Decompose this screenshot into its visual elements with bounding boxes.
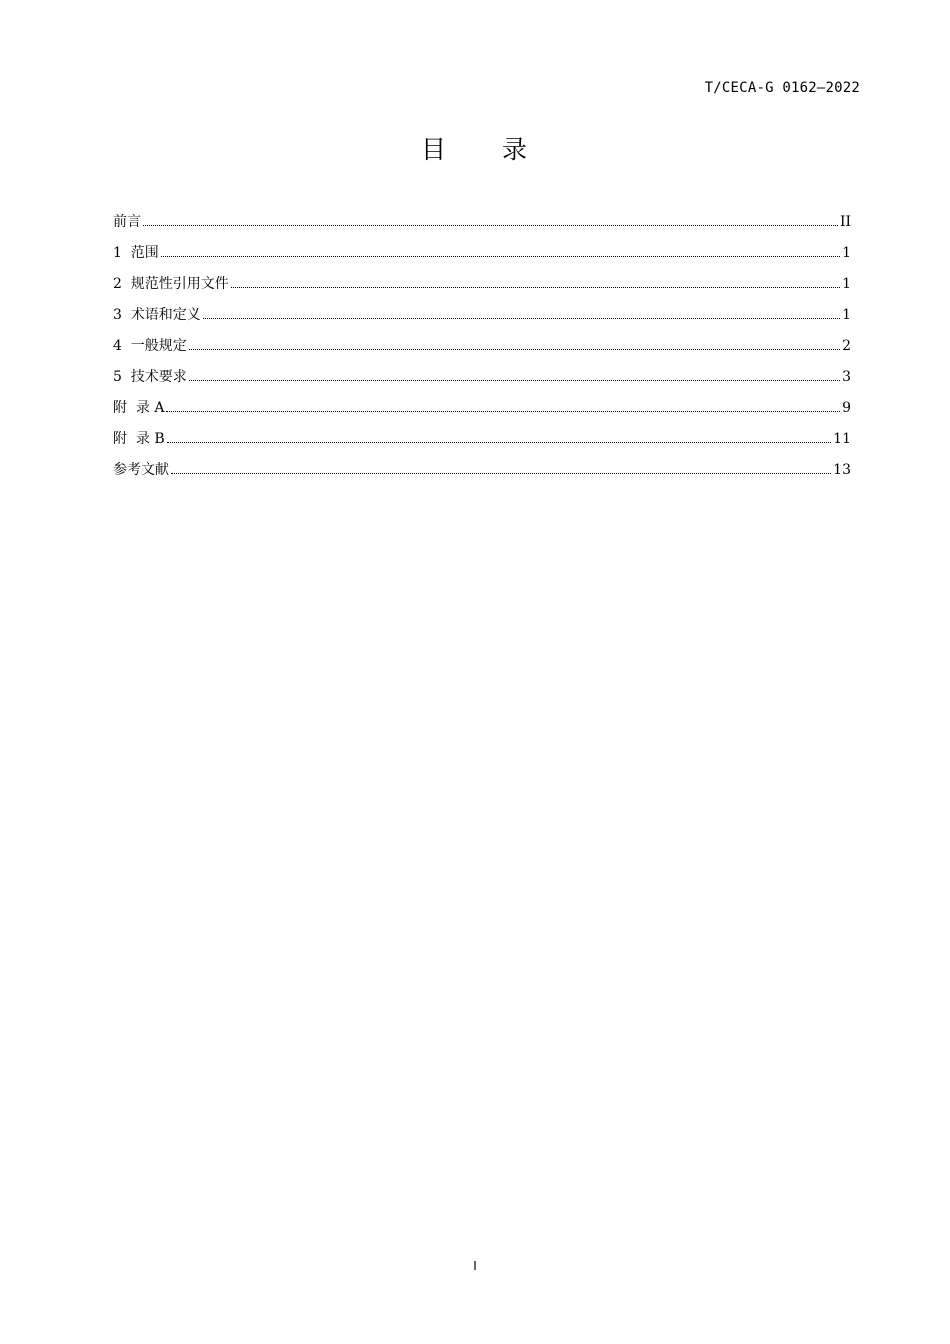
toc-entry-label: 参考文献 <box>113 462 169 478</box>
toc-entry-label: 5 技术要求 <box>113 369 187 385</box>
toc-entry-bibliography[interactable] <box>113 458 851 489</box>
toc-entry-page: 13 <box>833 462 851 478</box>
page-number: I <box>473 1259 477 1273</box>
toc-leader-dots <box>189 379 840 381</box>
toc-entry-appendix-a[interactable] <box>113 396 851 427</box>
toc-entry-appendix-b[interactable] <box>113 427 851 458</box>
toc-title-part2: 录 <box>502 135 530 164</box>
toc-entry-general-provisions[interactable] <box>113 334 851 365</box>
toc-entry-scope[interactable] <box>113 241 851 272</box>
toc-entry-page: 1 <box>842 276 851 292</box>
toc-leader-dots <box>231 286 840 288</box>
toc-entry-page: 9 <box>842 400 851 416</box>
toc-entry-label: 2 规范性引用文件 <box>113 276 229 292</box>
toc-entry-page: II <box>839 214 851 230</box>
toc-leader-dots <box>203 317 840 319</box>
toc-entry-label: 附 录 A <box>113 400 165 416</box>
toc-entry-foreword[interactable] <box>113 210 851 241</box>
toc-entry-page: 2 <box>842 338 851 354</box>
toc-entry-normative-references[interactable] <box>113 272 851 303</box>
toc-entry-page: 3 <box>842 369 851 385</box>
toc-leader-dots <box>167 441 832 443</box>
toc-entry-label: 前言 <box>113 214 141 230</box>
toc-entry-technical-requirements[interactable] <box>113 365 851 396</box>
toc-entry-label: 4 一般规定 <box>113 338 187 354</box>
toc-leader-dots <box>171 472 831 474</box>
standard-code: T/CECA-G 0162—2022 <box>704 80 860 96</box>
toc-leader-dots <box>161 255 840 257</box>
toc-entry-terms-definitions[interactable] <box>113 303 851 334</box>
toc-entry-label: 1 范围 <box>113 245 159 261</box>
toc-title-part1: 目 <box>420 135 448 164</box>
toc-list <box>113 210 851 489</box>
toc-leader-dots <box>143 224 838 226</box>
toc-title <box>0 130 950 166</box>
toc-entry-page: 11 <box>833 431 851 447</box>
toc-leader-dots <box>189 348 840 350</box>
toc-entry-label: 3 术语和定义 <box>113 307 201 323</box>
toc-entry-page: 1 <box>842 245 851 261</box>
toc-entry-page: 1 <box>842 307 851 323</box>
toc-leader-dots <box>166 410 840 412</box>
toc-entry-label: 附 录 B <box>113 431 165 447</box>
